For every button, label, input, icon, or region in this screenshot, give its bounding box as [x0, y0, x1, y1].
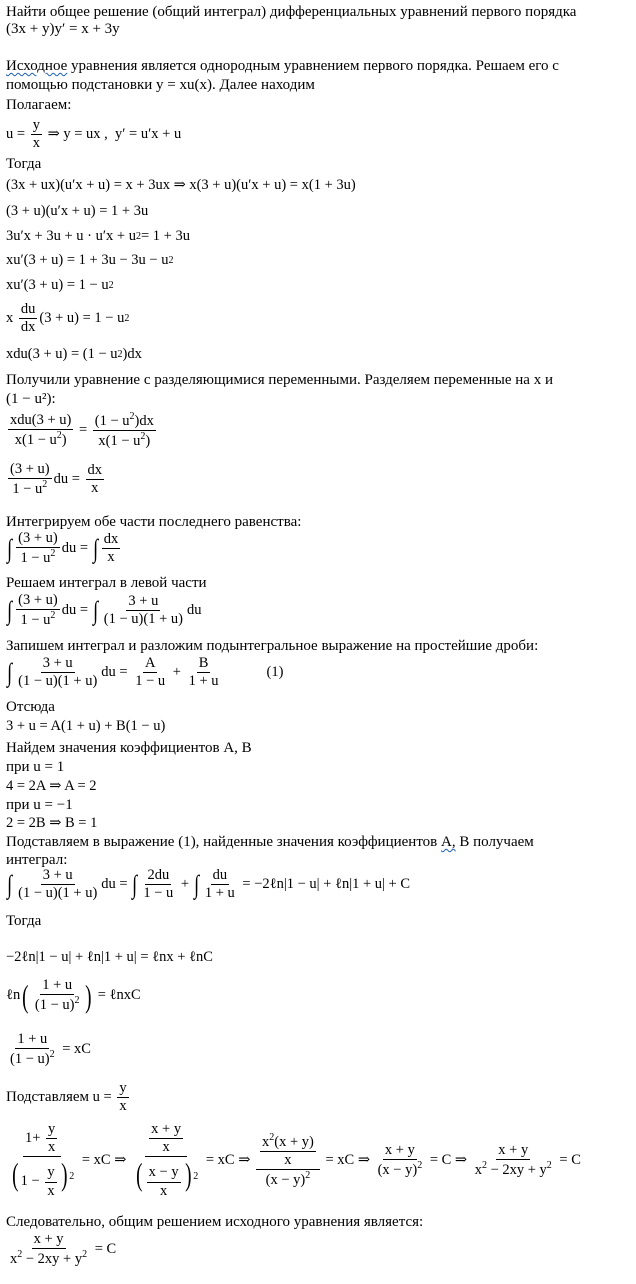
text-integrate: Интегрируем обе части последнего равенства: — [6, 514, 302, 530]
task-title-line1: Найти общее решение (общий интеграл) дифференциальных уравнений первого порядка — [6, 4, 577, 20]
text-substitute-1: Подставляем в выражение (1), найденные значения коэффициентов A, B получаем — [6, 834, 534, 850]
task-title-line2: (3x + y)y′ = x + 3y — [6, 21, 120, 37]
text-conclusion: Следовательно, общим решением исходного уравнения является: — [6, 1214, 424, 1230]
label-togda-2: Тогда — [6, 913, 42, 929]
formula-B: 2 = 2B ⇒ B = 1 — [6, 815, 98, 831]
text-partial-fractions: Запишем интеграл и разложим подынтегральное выражение на простейшие дроби: — [6, 638, 539, 654]
formula-log-3: $\frac{1 + u}{(1 - u)^2}$ = xC — [10, 1031, 91, 1068]
text-substitute-2: интеграл: — [6, 852, 68, 868]
text-find-coefficients: Найдем значения коэффициентов A, B — [6, 740, 252, 756]
formula-step-6: x $\frac{du}{dx}$ (3 + u) = 1 − u 2 — [6, 301, 130, 336]
formula-step-7: xdu(3 + u) = (1 − u 2 )dx — [6, 346, 142, 362]
formula-integrals-2: ∫ $\frac{(3 + u)}{1 - u^2}$ du = ∫ $\frac{3 + u}{(1 - u)(1 + u)}$ du — [7, 592, 202, 629]
text-separable-1: Получили уравнение с разделяющимися переменными. Разделяем переменные на x и — [6, 372, 553, 388]
formula-log-1: −2ℓn|1 − u| + ℓn|1 + u| = ℓnx + ℓnC — [6, 949, 213, 965]
formula-step-3: 3u′x + 3u + u · u′x + u 2 = 1 + 3u — [6, 228, 190, 244]
formula-final-answer: $\frac{x + y}{x^2 - 2xy + y^2}$ = C — [10, 1231, 117, 1268]
equation-number: (1) — [266, 664, 284, 681]
formula-back-substitution: 1+ $\frac{y}{x}$ ( 1 − $\frac{y}{x}$ ) $^2$ = xC ⇒ $\frac{x + y}{x}$ ( $\frac{x - y}{x}$ ) $^2$ = xC ⇒ $\frac{\frac{x^2(x + y)}{x}}{(x - y)^2}$ = xC ⇒ $\frac{x + y}{(x - y)^2}$ = C ⇒ $\frac{x + y}{x^2 - 2xy + y^2}$ = C — [12, 1121, 581, 1199]
formula-separation-2: $\frac{(3 + u)}{1 - u^2}$ du = $\frac{dx}{x}$ — [10, 461, 103, 498]
label-otsyuda: Отсюда — [6, 699, 55, 715]
formula-partial-fractions: ∫ $\frac{3 + u}{(1 - u)(1 + u)}$ du = $\frac{A}{1 - u}$ + $\frac{B}{1 + u}$ (1) — [7, 655, 284, 690]
intro-line2: помощью подстановки y = xu(x). Далее находим — [6, 77, 315, 93]
formula-step-5: xu′(3 + u) = 1 − u 2 — [6, 277, 114, 293]
text-u-equals-minus-1: при u = −1 — [6, 797, 73, 813]
label-polagaem: Полагаем: — [6, 97, 72, 113]
text-u-equals-1: при u = 1 — [6, 759, 65, 775]
formula-step-4: xu′(3 + u) = 1 + 3u − 3u − u 2 — [6, 252, 174, 268]
formula-step-2: (3 + u)(u′x + u) = 1 + 3u — [6, 203, 149, 219]
text-left-integral: Решаем интеграл в левой части — [6, 575, 207, 591]
formula-integrals-1: ∫ $\frac{(3 + u)}{1 - u^2}$ du = ∫ $\frac{dx}{x}$ — [7, 530, 119, 567]
label-togda-1: Тогда — [6, 156, 42, 172]
formula-step-1: (3x + ux)(u′x + u) = x + 3ux ⇒ x(3 + u)(u′x + u) = x(1 + 3u) — [6, 177, 356, 193]
intro-line1: Исходное уравнения является однородным уравнением первого порядка. Решаем его с — [6, 58, 559, 74]
text-substitute-u: Подставляем u = $\frac{y}{x}$ — [6, 1080, 127, 1115]
formula-log-2: ℓn ( $\frac{1 + u}{(1 - u)^2}$ ) = ℓnxC — [6, 977, 141, 1014]
text-separable-2: (1 − u²): — [6, 391, 56, 407]
formula-coefficients: 3 + u = A(1 + u) + B(1 − u) — [6, 718, 166, 734]
formula-substitution: u = $\frac{y}{x}$ ⇒ y = ux , y′ = u′x + u — [6, 117, 182, 152]
formula-A: 4 = 2A ⇒ A = 2 — [6, 778, 97, 794]
formula-integral-result: ∫ $\frac{3 + u}{(1 - u)(1 + u)}$ du = ∫ $\frac{2du}{1 - u}$ + ∫ $\frac{du}{1 + u}$ = −2ℓn|1 − u| + ℓn|1 + u| + C — [7, 867, 411, 902]
formula-separation-1: $\frac{\text{xdu(3 + u)}}{x(1 - u^2)}$ = $\frac{(1 - u^2)dx}{x(1 - u^2)}$ — [10, 411, 154, 449]
label-podstavlyaem: Подставляем — [6, 1089, 90, 1106]
